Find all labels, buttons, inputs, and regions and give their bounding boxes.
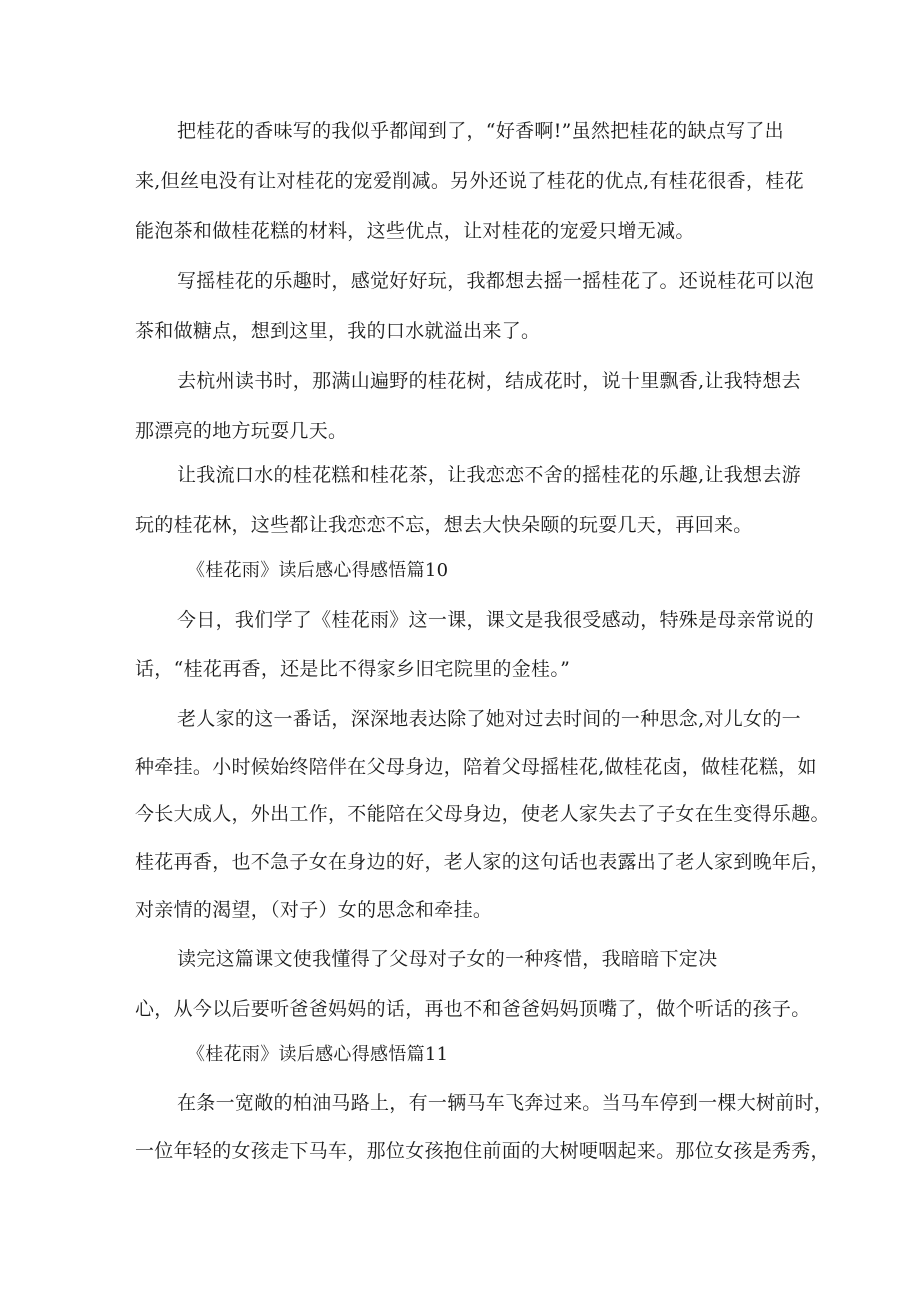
text-line: 今日，我们学了《桂花雨》这一课，课文是我很受感动，特殊是母亲常说的 [177,609,814,631]
text-line: 写摇桂花的乐趣时，感觉好好玩，我都想去摇一摇桂花了。还说桂花可以泡 [177,270,814,292]
section-heading: 《桂花雨》读后感心得感悟篇10 [187,560,449,581]
text-line: 茶和做糖点，想到这里，我的口水就溢出来了。 [135,320,541,342]
text-line: 心，从今以后要听爸爸妈妈的话，再也不和爸爸妈妈顶嘴了，做个听话的孩子。 [135,998,811,1020]
text-line: 老人家的这一番话，深深地表达除了她对过去时间的一种思念,对儿女的一 [177,708,801,730]
text-line: 一位年轻的女孩走下马车，那位女孩抱住前面的大树哽咽起来。那位女孩是秀秀， [135,1140,830,1162]
text-line: 那漂亮的地方玩耍几天。 [135,420,348,442]
text-line: 今长大成人，外出工作，不能陪在父母身边，使老人家失去了子女在生变得乐趣。 [135,803,830,825]
text-line: 对亲情的渴望，（对子）女的思念和牵挂。 [135,899,493,921]
text-line: 能泡茶和做桂花糕的材料，这些优点，让对桂花的宠爱只增无减。 [135,220,695,242]
text-line: 桂花再香，也不急子女在身边的好，老人家的这句话也表露出了老人家到晚年后， [135,851,830,873]
text-line: 种牵挂。小时候始终陪伴在父母身边，陪着父母摇桂花,做桂花卤，做桂花糕，如 [135,756,817,778]
text-line: 去杭州读书时，那满山遍野的桂花树，结成花时，说十里飘香,让我特想去 [177,370,801,392]
text-line: 话，“桂花再香，还是比不得家乡旧宅院里的金桂。” [135,658,571,680]
text-line: 来,但丝电没有让对桂花的宠爱削减。另外还说了桂花的优点,有桂花很香，桂花 [135,170,804,192]
text-line: 读完这篇课文使我懂得了父母对子女的一种疼惜，我暗暗下定决 [177,948,718,970]
text-line: 让我流口水的桂花糕和桂花茶，让我恋恋不舍的摇桂花的乐趣,让我想去游 [177,464,801,486]
text-line: 在条一宽敞的柏油马路上，有一辆马车飞奔过来。当马车停到一棵大树前时， [177,1092,834,1114]
text-line: 玩的桂花林，这些都让我恋恋不忘，想去大快朵颐的玩耍几天，再回来。 [135,514,753,536]
section-heading: 《桂花雨》读后感心得感悟篇11 [187,1044,449,1065]
text-line: 把桂花的香味写的我似乎都闻到了，“好香啊!”虽然把桂花的缺点写了出 [177,120,784,142]
